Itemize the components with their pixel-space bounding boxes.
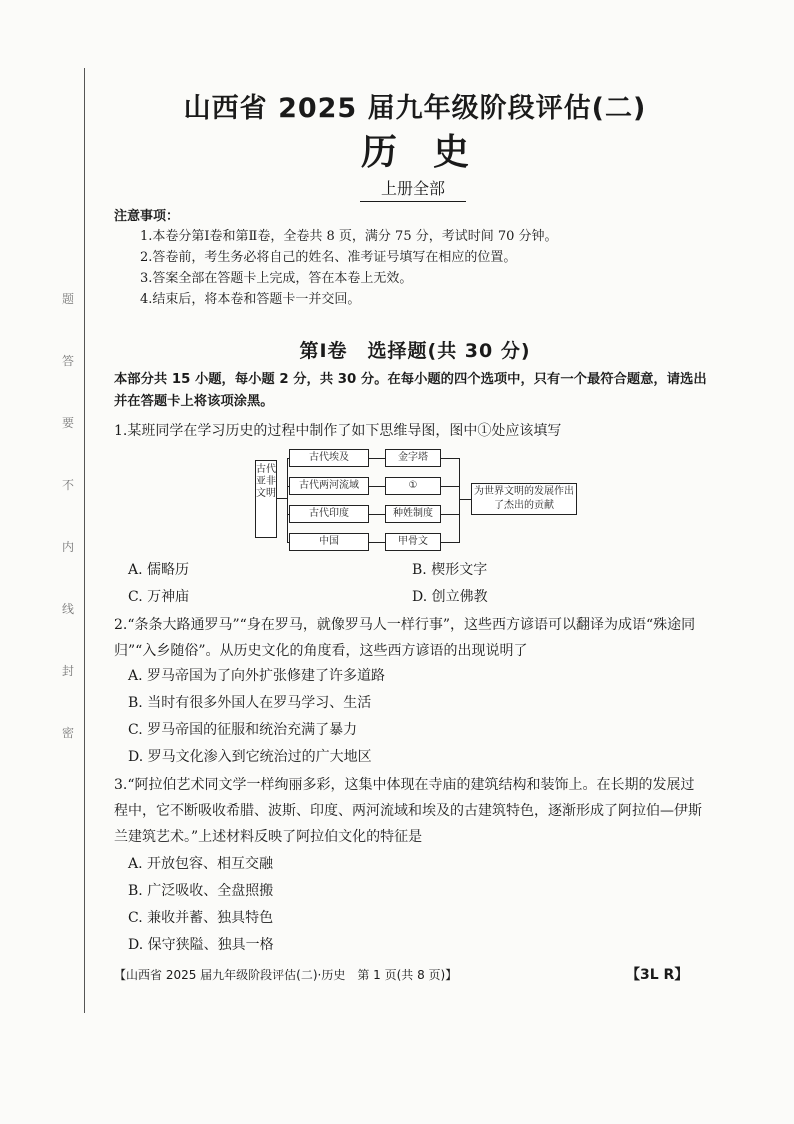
margin-char: 答 — [61, 354, 74, 368]
mindmap-connector — [277, 498, 287, 499]
question-1-option-b[interactable]: B. 楔形文字 — [412, 562, 488, 578]
section-instructions: 本部分共 15 小题，每小题 2 分，共 30 分。在每小题的四个选项中，只有一个最符合题意，请选出并在答题卡上将该项涂黑。 — [114, 372, 707, 409]
mindmap-connector — [369, 542, 385, 543]
exam-title: 山西省 2025 届九年级阶段评估(二) — [183, 93, 647, 124]
mindmap-connector — [369, 514, 385, 515]
paper-code: 【3L R】 — [626, 967, 689, 983]
mindmap-region: 古代埃及 — [289, 449, 369, 467]
question-1-option-d[interactable]: D. 创立佛教 — [412, 589, 488, 605]
mindmap-item: 金字塔 — [385, 449, 441, 467]
question-2-option-a[interactable]: A. 罗马帝国为了向外扩张修建了许多道路 — [128, 668, 386, 684]
mindmap-conclusion: 为世界文明的发展作出了杰出的贡献 — [471, 483, 577, 515]
margin-char: 内 — [61, 540, 74, 554]
mindmap-connector — [459, 499, 471, 500]
section-heading: 第Ⅰ卷 选择题(共 30 分) — [299, 340, 531, 362]
exam-scope: 上册全部 — [360, 176, 466, 202]
mindmap-region: 古代两河流域 — [289, 477, 369, 495]
mindmap-item: 甲骨文 — [385, 533, 441, 551]
question-3-option-c[interactable]: C. 兼收并蓄、独具特色 — [128, 910, 274, 926]
margin-char: 不 — [61, 478, 74, 492]
mindmap-connector — [441, 514, 459, 515]
mindmap-connector — [459, 458, 460, 543]
question-1-stem: 1.某班同学在学习历史的过程中制作了如下思维导图，图中①处应该填写 — [114, 423, 562, 439]
binding-margin-text — [58, 290, 78, 750]
question-2-option-c[interactable]: C. 罗马帝国的征服和统治充满了暴力 — [128, 722, 358, 738]
notice-heading: 注意事项： — [114, 209, 180, 224]
question-1-option-c[interactable]: C. 万神庙 — [128, 589, 190, 605]
mindmap-connector — [369, 486, 385, 487]
mindmap-connector — [369, 458, 385, 459]
mindmap-connector — [441, 542, 459, 543]
mindmap-connector — [441, 486, 459, 487]
question-3-option-d[interactable]: D. 保守狭隘、独具一格 — [128, 937, 274, 953]
question-2-option-b[interactable]: B. 当时有很多外国人在罗马学习、生活 — [128, 695, 372, 711]
mind-map — [253, 446, 583, 556]
notice-item: 4.结束后，将本卷和答题卡一并交回。 — [140, 292, 361, 307]
mindmap-item: 种姓制度 — [385, 505, 441, 523]
subject-title: 历 史 — [360, 132, 469, 173]
mindmap-root: 古代亚非文明 — [255, 460, 277, 538]
question-2-stem: 2.“条条大路通罗马”“身在罗马，就像罗马人一样行事”，这些西方谚语可以翻译为成语“殊途同归”“入乡随俗”。从历史文化的角度看，这些西方谚语的出现说明了 — [114, 617, 696, 659]
question-3-option-a[interactable]: A. 开放包容、相互交融 — [128, 856, 274, 872]
mindmap-item-blank: ① — [385, 477, 441, 495]
mindmap-connector — [287, 458, 288, 542]
margin-char: 密 — [61, 726, 74, 740]
binding-line — [84, 68, 85, 1013]
notice-item: 1.本卷分第Ⅰ卷和第Ⅱ卷，全卷共 8 页，满分 75 分，考试时间 70 分钟。 — [140, 229, 558, 244]
mindmap-region: 古代印度 — [289, 505, 369, 523]
notice-list — [140, 226, 680, 310]
page-footer: 【山西省 2025 届九年级阶段评估(二)·历史 第 1 页(共 8 页)】 — [114, 968, 458, 982]
question-3-stem: 3.“阿拉伯艺术同文学一样绚丽多彩，这集中体现在寺庙的建筑结构和装饰上。在长期的发展过程中，它不断吸收希腊、波斯、印度、两河流域和埃及的古建筑特色，逐渐形成了阿拉伯—伊斯兰建筑艺术。”上述材料反映了阿拉伯文化的特征是 — [114, 777, 702, 845]
margin-char: 线 — [61, 602, 74, 616]
mindmap-connector — [441, 458, 459, 459]
question-2-option-d[interactable]: D. 罗马文化渗入到它统治过的广大地区 — [128, 749, 372, 765]
question-1-option-a[interactable]: A. 儒略历 — [128, 562, 190, 578]
margin-char: 题 — [61, 292, 74, 306]
notice-item: 2.答卷前，考生务必将自己的姓名、准考证号填写在相应的位置。 — [140, 250, 517, 265]
notice-item: 3.答案全部在答题卡上完成，答在本卷上无效。 — [140, 271, 413, 286]
question-3-option-b[interactable]: B. 广泛吸收、全盘照搬 — [128, 883, 274, 899]
margin-char: 要 — [61, 416, 74, 430]
margin-char: 封 — [61, 664, 74, 678]
mindmap-region: 中国 — [289, 533, 369, 551]
